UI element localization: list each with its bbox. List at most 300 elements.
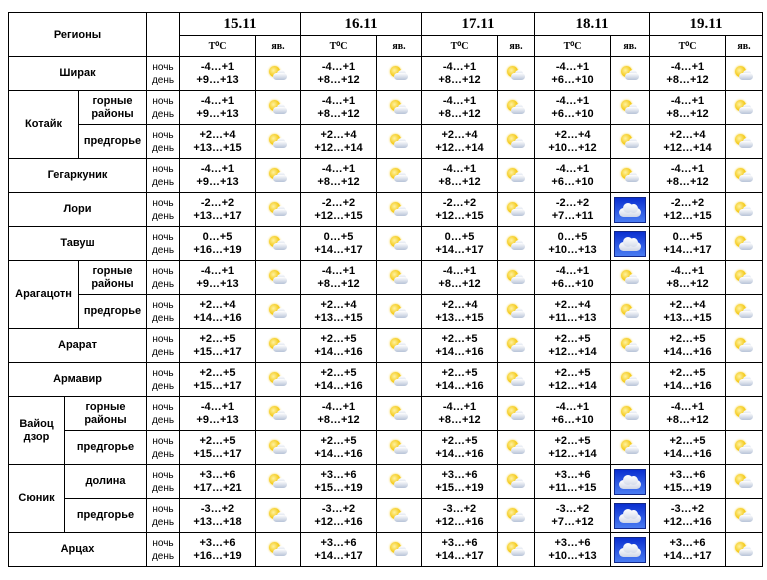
- night-temp: 0…+5: [444, 230, 475, 243]
- region-name: Гегаркуник: [9, 159, 147, 193]
- night-day-labels: [147, 261, 180, 295]
- temp-cell: [301, 295, 377, 329]
- day-temp: +12…+16: [314, 515, 363, 528]
- region-name: Арарат: [9, 329, 147, 363]
- partly-cloudy-icon: [734, 100, 754, 116]
- subregion-name: предгорье: [65, 431, 147, 465]
- partly-cloudy-icon: [389, 66, 409, 82]
- temp-cell: [650, 363, 726, 397]
- partly-cloudy-icon: [389, 236, 409, 252]
- night-temp: -4…+1: [442, 400, 477, 413]
- night-label: ночь: [152, 265, 174, 277]
- weather-icon-cell: [611, 499, 650, 533]
- day-temp: +8…+12: [666, 107, 709, 120]
- partly-cloudy-icon: [734, 66, 754, 82]
- day-temp: +8…+12: [438, 175, 481, 188]
- weather-icon-cell: [256, 261, 301, 295]
- night-temp: -4…+1: [321, 264, 356, 277]
- weather-icon-cell: [498, 363, 535, 397]
- night-temp: +2…+5: [320, 366, 357, 379]
- night-temp: -4…+1: [200, 162, 235, 175]
- day-label: день: [151, 448, 175, 460]
- temp-cell: [301, 533, 377, 567]
- temp-cell: [650, 193, 726, 227]
- weather-header: яв.: [498, 36, 535, 57]
- night-label: ночь: [152, 333, 174, 345]
- partly-cloudy-icon: [268, 100, 288, 116]
- subregion-name: долина: [65, 465, 147, 499]
- weather-icon-cell: [611, 125, 650, 159]
- night-temp: +2…+5: [320, 332, 357, 345]
- region-name: Армавир: [9, 363, 147, 397]
- temp-cell: [180, 91, 256, 125]
- night-label: ночь: [152, 435, 174, 447]
- weather-icon-cell: [256, 499, 301, 533]
- night-temp: +2…+4: [320, 128, 357, 141]
- night-temp: -3…+2: [321, 502, 356, 515]
- partly-cloudy-icon: [734, 202, 754, 218]
- subregion-name: горные районы: [79, 91, 147, 125]
- day-temp: +8…+12: [666, 175, 709, 188]
- day-temp: +12…+15: [435, 209, 484, 222]
- day-label: день: [151, 482, 175, 494]
- weather-icon-cell: [611, 533, 650, 567]
- temp-cell: [535, 499, 611, 533]
- night-temp: +2…+5: [441, 332, 478, 345]
- weather-icon-cell: [611, 465, 650, 499]
- weather-icon-cell: [498, 193, 535, 227]
- partly-cloudy-icon: [389, 304, 409, 320]
- night-label: ночь: [152, 129, 174, 141]
- weather-icon-cell: [726, 125, 763, 159]
- temp-header: T⁰C: [650, 36, 726, 57]
- day-temp: +6…+10: [551, 175, 594, 188]
- night-day-labels: [147, 295, 180, 329]
- day-temp: +14…+16: [435, 379, 484, 392]
- temp-cell: [650, 227, 726, 261]
- day-temp: +8…+12: [438, 73, 481, 86]
- night-temp: -4…+1: [321, 162, 356, 175]
- temp-cell: [422, 363, 498, 397]
- cloudy-icon: [614, 503, 646, 529]
- partly-cloudy-icon: [268, 236, 288, 252]
- day-temp: +14…+17: [314, 243, 363, 256]
- weather-icon-cell: [726, 397, 763, 431]
- date-header: 17.11: [422, 13, 535, 36]
- weather-icon-cell: [256, 57, 301, 91]
- subregion-name: горные районы: [79, 261, 147, 295]
- partly-cloudy-icon: [734, 474, 754, 490]
- weather-icon-cell: [256, 397, 301, 431]
- weather-icon-cell: [377, 397, 422, 431]
- day-temp: +10…+12: [548, 141, 597, 154]
- weather-icon-cell: [256, 227, 301, 261]
- temp-header: T⁰C: [301, 36, 377, 57]
- partly-cloudy-icon: [506, 440, 526, 456]
- day-temp: +8…+12: [666, 413, 709, 426]
- partly-cloudy-icon: [268, 66, 288, 82]
- weather-icon-cell: [256, 91, 301, 125]
- region-name: Тавуш: [9, 227, 147, 261]
- day-label: день: [151, 516, 175, 528]
- temp-cell: [180, 261, 256, 295]
- day-label: день: [151, 414, 175, 426]
- day-temp: +14…+16: [663, 345, 712, 358]
- temp-cell: [650, 295, 726, 329]
- day-temp: +9…+13: [196, 73, 239, 86]
- day-temp: +8…+12: [317, 277, 360, 290]
- temp-cell: [180, 159, 256, 193]
- night-day-labels: [147, 91, 180, 125]
- temp-cell: [650, 159, 726, 193]
- weather-icon-cell: [377, 91, 422, 125]
- temp-cell: [180, 57, 256, 91]
- night-label: ночь: [152, 401, 174, 413]
- night-temp: +3…+6: [320, 468, 357, 481]
- day-temp: +14…+17: [314, 549, 363, 562]
- partly-cloudy-icon: [734, 372, 754, 388]
- partly-cloudy-icon: [389, 508, 409, 524]
- night-label: ночь: [152, 469, 174, 481]
- partly-cloudy-icon: [268, 202, 288, 218]
- weather-icon-cell: [498, 57, 535, 91]
- partly-cloudy-icon: [506, 168, 526, 184]
- temp-cell: [422, 499, 498, 533]
- weather-icon-cell: [611, 397, 650, 431]
- day-temp: +6…+10: [551, 413, 594, 426]
- weather-icon-cell: [498, 159, 535, 193]
- night-temp: -4…+1: [200, 94, 235, 107]
- day-temp: +12…+15: [314, 209, 363, 222]
- partly-cloudy-icon: [620, 372, 640, 388]
- temp-cell: [422, 295, 498, 329]
- night-label: ночь: [152, 537, 174, 549]
- day-temp: +14…+17: [435, 549, 484, 562]
- weather-icon-cell: [377, 295, 422, 329]
- date-header: 16.11: [301, 13, 422, 36]
- day-temp: +14…+17: [663, 549, 712, 562]
- night-temp: -3…+2: [200, 502, 235, 515]
- table-row: [9, 329, 763, 363]
- day-label: день: [151, 108, 175, 120]
- partly-cloudy-icon: [506, 508, 526, 524]
- temp-cell: [535, 91, 611, 125]
- day-label: день: [151, 346, 175, 358]
- temp-cell: [535, 533, 611, 567]
- weather-icon-cell: [256, 465, 301, 499]
- temp-cell: [422, 227, 498, 261]
- partly-cloudy-icon: [268, 474, 288, 490]
- subregion-name: предгорье: [79, 125, 147, 159]
- day-temp: +11…+15: [548, 481, 597, 494]
- temp-cell: [422, 159, 498, 193]
- night-label: ночь: [152, 61, 174, 73]
- table-row: [9, 465, 763, 499]
- temp-cell: [301, 57, 377, 91]
- night-temp: -4…+1: [555, 94, 590, 107]
- partly-cloudy-icon: [506, 66, 526, 82]
- partly-cloudy-icon: [506, 338, 526, 354]
- temp-cell: [535, 397, 611, 431]
- temp-cell: [422, 193, 498, 227]
- weather-header: яв.: [377, 36, 422, 57]
- day-temp: +14…+16: [193, 311, 242, 324]
- partly-cloudy-icon: [389, 542, 409, 558]
- night-label: ночь: [152, 95, 174, 107]
- temp-cell: [301, 193, 377, 227]
- weather-icon-cell: [611, 91, 650, 125]
- temp-cell: [650, 261, 726, 295]
- partly-cloudy-icon: [506, 304, 526, 320]
- night-temp: -4…+1: [321, 94, 356, 107]
- temp-cell: [535, 261, 611, 295]
- temp-cell: [180, 295, 256, 329]
- temp-cell: [422, 465, 498, 499]
- region-name: Лори: [9, 193, 147, 227]
- weather-icon-cell: [611, 193, 650, 227]
- weather-icon-cell: [611, 329, 650, 363]
- night-temp: +2…+5: [669, 332, 706, 345]
- night-day-labels: [147, 397, 180, 431]
- night-temp: +2…+5: [199, 434, 236, 447]
- day-temp: +14…+16: [663, 447, 712, 460]
- day-label: день: [151, 550, 175, 562]
- night-temp: +3…+6: [554, 536, 591, 549]
- weather-icon-cell: [498, 397, 535, 431]
- day-temp: +8…+12: [317, 413, 360, 426]
- partly-cloudy-icon: [620, 66, 640, 82]
- night-temp: +2…+4: [320, 298, 357, 311]
- subregion-name: предгорье: [65, 499, 147, 533]
- cloudy-icon: [614, 469, 646, 495]
- night-temp: +3…+6: [441, 536, 478, 549]
- night-day-labels: [147, 431, 180, 465]
- date-header: 18.11: [535, 13, 650, 36]
- cloudy-icon: [614, 537, 646, 563]
- temp-cell: [301, 499, 377, 533]
- night-temp: -4…+1: [555, 162, 590, 175]
- night-temp: -4…+1: [442, 94, 477, 107]
- day-label: день: [151, 142, 175, 154]
- temp-cell: [535, 363, 611, 397]
- day-label: день: [151, 244, 175, 256]
- weather-header: яв.: [726, 36, 763, 57]
- partly-cloudy-icon: [506, 542, 526, 558]
- partly-cloudy-icon: [734, 338, 754, 354]
- day-temp: +10…+13: [548, 243, 597, 256]
- day-temp: +14…+16: [314, 345, 363, 358]
- weather-icon-cell: [377, 227, 422, 261]
- temp-cell: [535, 295, 611, 329]
- night-temp: +2…+4: [554, 128, 591, 141]
- temp-cell: [650, 499, 726, 533]
- weather-icon-cell: [377, 159, 422, 193]
- night-day-labels: [147, 159, 180, 193]
- partly-cloudy-icon: [734, 134, 754, 150]
- temp-cell: [301, 159, 377, 193]
- partly-cloudy-icon: [389, 474, 409, 490]
- weather-icon-cell: [498, 91, 535, 125]
- weather-icon-cell: [726, 159, 763, 193]
- weather-header: яв.: [611, 36, 650, 57]
- temp-cell: [422, 329, 498, 363]
- region-name: Сюник: [9, 465, 65, 533]
- temp-cell: [422, 91, 498, 125]
- nd-header-spacer: [147, 13, 180, 57]
- cloudy-icon: [614, 231, 646, 257]
- temp-cell: [180, 125, 256, 159]
- weather-icon-cell: [726, 295, 763, 329]
- temp-cell: [650, 57, 726, 91]
- table-row: [9, 431, 763, 465]
- weather-icon-cell: [256, 295, 301, 329]
- table-row: [9, 499, 763, 533]
- night-temp: -2…+2: [670, 196, 705, 209]
- night-temp: -2…+2: [442, 196, 477, 209]
- partly-cloudy-icon: [620, 406, 640, 422]
- partly-cloudy-icon: [389, 270, 409, 286]
- region-name: Арагацотн: [9, 261, 79, 329]
- partly-cloudy-icon: [268, 542, 288, 558]
- weather-icon-cell: [611, 227, 650, 261]
- night-temp: -4…+1: [670, 60, 705, 73]
- day-label: день: [151, 210, 175, 222]
- night-temp: -4…+1: [555, 264, 590, 277]
- temp-header: T⁰C: [422, 36, 498, 57]
- table-row: [9, 363, 763, 397]
- temp-header: T⁰C: [180, 36, 256, 57]
- partly-cloudy-icon: [620, 304, 640, 320]
- weather-icon-cell: [256, 125, 301, 159]
- day-temp: +13…+17: [193, 209, 242, 222]
- day-temp: +12…+14: [548, 447, 597, 460]
- night-temp: 0…+5: [672, 230, 703, 243]
- night-temp: +3…+6: [669, 468, 706, 481]
- day-temp: +8…+12: [317, 175, 360, 188]
- night-temp: -4…+1: [670, 400, 705, 413]
- night-temp: +2…+5: [199, 332, 236, 345]
- night-temp: +2…+4: [554, 298, 591, 311]
- temp-cell: [301, 91, 377, 125]
- day-temp: +7…+12: [551, 515, 594, 528]
- night-temp: 0…+5: [557, 230, 588, 243]
- day-temp: +12…+16: [435, 515, 484, 528]
- partly-cloudy-icon: [734, 542, 754, 558]
- day-temp: +15…+19: [663, 481, 712, 494]
- night-day-labels: [147, 57, 180, 91]
- weather-icon-cell: [611, 57, 650, 91]
- day-temp: +8…+12: [438, 107, 481, 120]
- weather-icon-cell: [377, 329, 422, 363]
- night-day-labels: [147, 465, 180, 499]
- night-temp: +2…+4: [199, 128, 236, 141]
- day-temp: +7…+11: [551, 209, 594, 222]
- temp-cell: [301, 363, 377, 397]
- temp-cell: [535, 227, 611, 261]
- partly-cloudy-icon: [620, 134, 640, 150]
- day-temp: +17…+21: [193, 481, 242, 494]
- day-temp: +13…+15: [435, 311, 484, 324]
- weather-icon-cell: [611, 159, 650, 193]
- temp-cell: [180, 499, 256, 533]
- partly-cloudy-icon: [389, 168, 409, 184]
- partly-cloudy-icon: [389, 338, 409, 354]
- temp-cell: [180, 533, 256, 567]
- temp-cell: [535, 159, 611, 193]
- day-temp: +14…+16: [314, 447, 363, 460]
- night-temp: -4…+1: [321, 400, 356, 413]
- night-day-labels: [147, 363, 180, 397]
- weather-icon-cell: [256, 329, 301, 363]
- partly-cloudy-icon: [620, 270, 640, 286]
- day-temp: +12…+14: [435, 141, 484, 154]
- weather-icon-cell: [498, 329, 535, 363]
- weather-icon-cell: [377, 363, 422, 397]
- table-row: [9, 295, 763, 329]
- table-row: [9, 397, 763, 431]
- weather-icon-cell: [256, 533, 301, 567]
- night-temp: -2…+2: [555, 196, 590, 209]
- temp-cell: [650, 397, 726, 431]
- temp-cell: [180, 363, 256, 397]
- weather-icon-cell: [726, 227, 763, 261]
- region-name: Вайоц дзор: [9, 397, 65, 465]
- day-temp: +14…+16: [435, 447, 484, 460]
- night-day-labels: [147, 499, 180, 533]
- day-temp: +15…+19: [314, 481, 363, 494]
- partly-cloudy-icon: [268, 270, 288, 286]
- night-temp: -4…+1: [670, 264, 705, 277]
- night-temp: -4…+1: [321, 60, 356, 73]
- day-temp: +12…+16: [663, 515, 712, 528]
- weather-icon-cell: [377, 499, 422, 533]
- day-temp: +8…+12: [438, 413, 481, 426]
- day-temp: +15…+19: [435, 481, 484, 494]
- weather-icon-cell: [726, 431, 763, 465]
- day-temp: +16…+19: [193, 549, 242, 562]
- day-temp: +11…+13: [548, 311, 597, 324]
- regions-header: Регионы: [9, 13, 147, 57]
- night-temp: +3…+6: [199, 468, 236, 481]
- day-temp: +12…+15: [663, 209, 712, 222]
- day-temp: +14…+16: [314, 379, 363, 392]
- region-name: Арцах: [9, 533, 147, 567]
- night-temp: +2…+4: [441, 128, 478, 141]
- table-row: [9, 533, 763, 567]
- night-temp: -4…+1: [555, 60, 590, 73]
- partly-cloudy-icon: [506, 270, 526, 286]
- day-temp: +12…+14: [548, 345, 597, 358]
- weather-icon-cell: [611, 431, 650, 465]
- temp-cell: [301, 261, 377, 295]
- weather-icon-cell: [726, 465, 763, 499]
- night-temp: -4…+1: [555, 400, 590, 413]
- partly-cloudy-icon: [734, 406, 754, 422]
- weather-icon-cell: [377, 57, 422, 91]
- weather-icon-cell: [498, 465, 535, 499]
- night-temp: 0…+5: [202, 230, 233, 243]
- partly-cloudy-icon: [268, 338, 288, 354]
- temp-cell: [301, 227, 377, 261]
- day-label: день: [151, 176, 175, 188]
- night-temp: +2…+4: [199, 298, 236, 311]
- night-day-labels: [147, 125, 180, 159]
- temp-cell: [301, 465, 377, 499]
- partly-cloudy-icon: [389, 100, 409, 116]
- night-temp: -3…+2: [442, 502, 477, 515]
- temp-cell: [422, 261, 498, 295]
- day-temp: +9…+13: [196, 175, 239, 188]
